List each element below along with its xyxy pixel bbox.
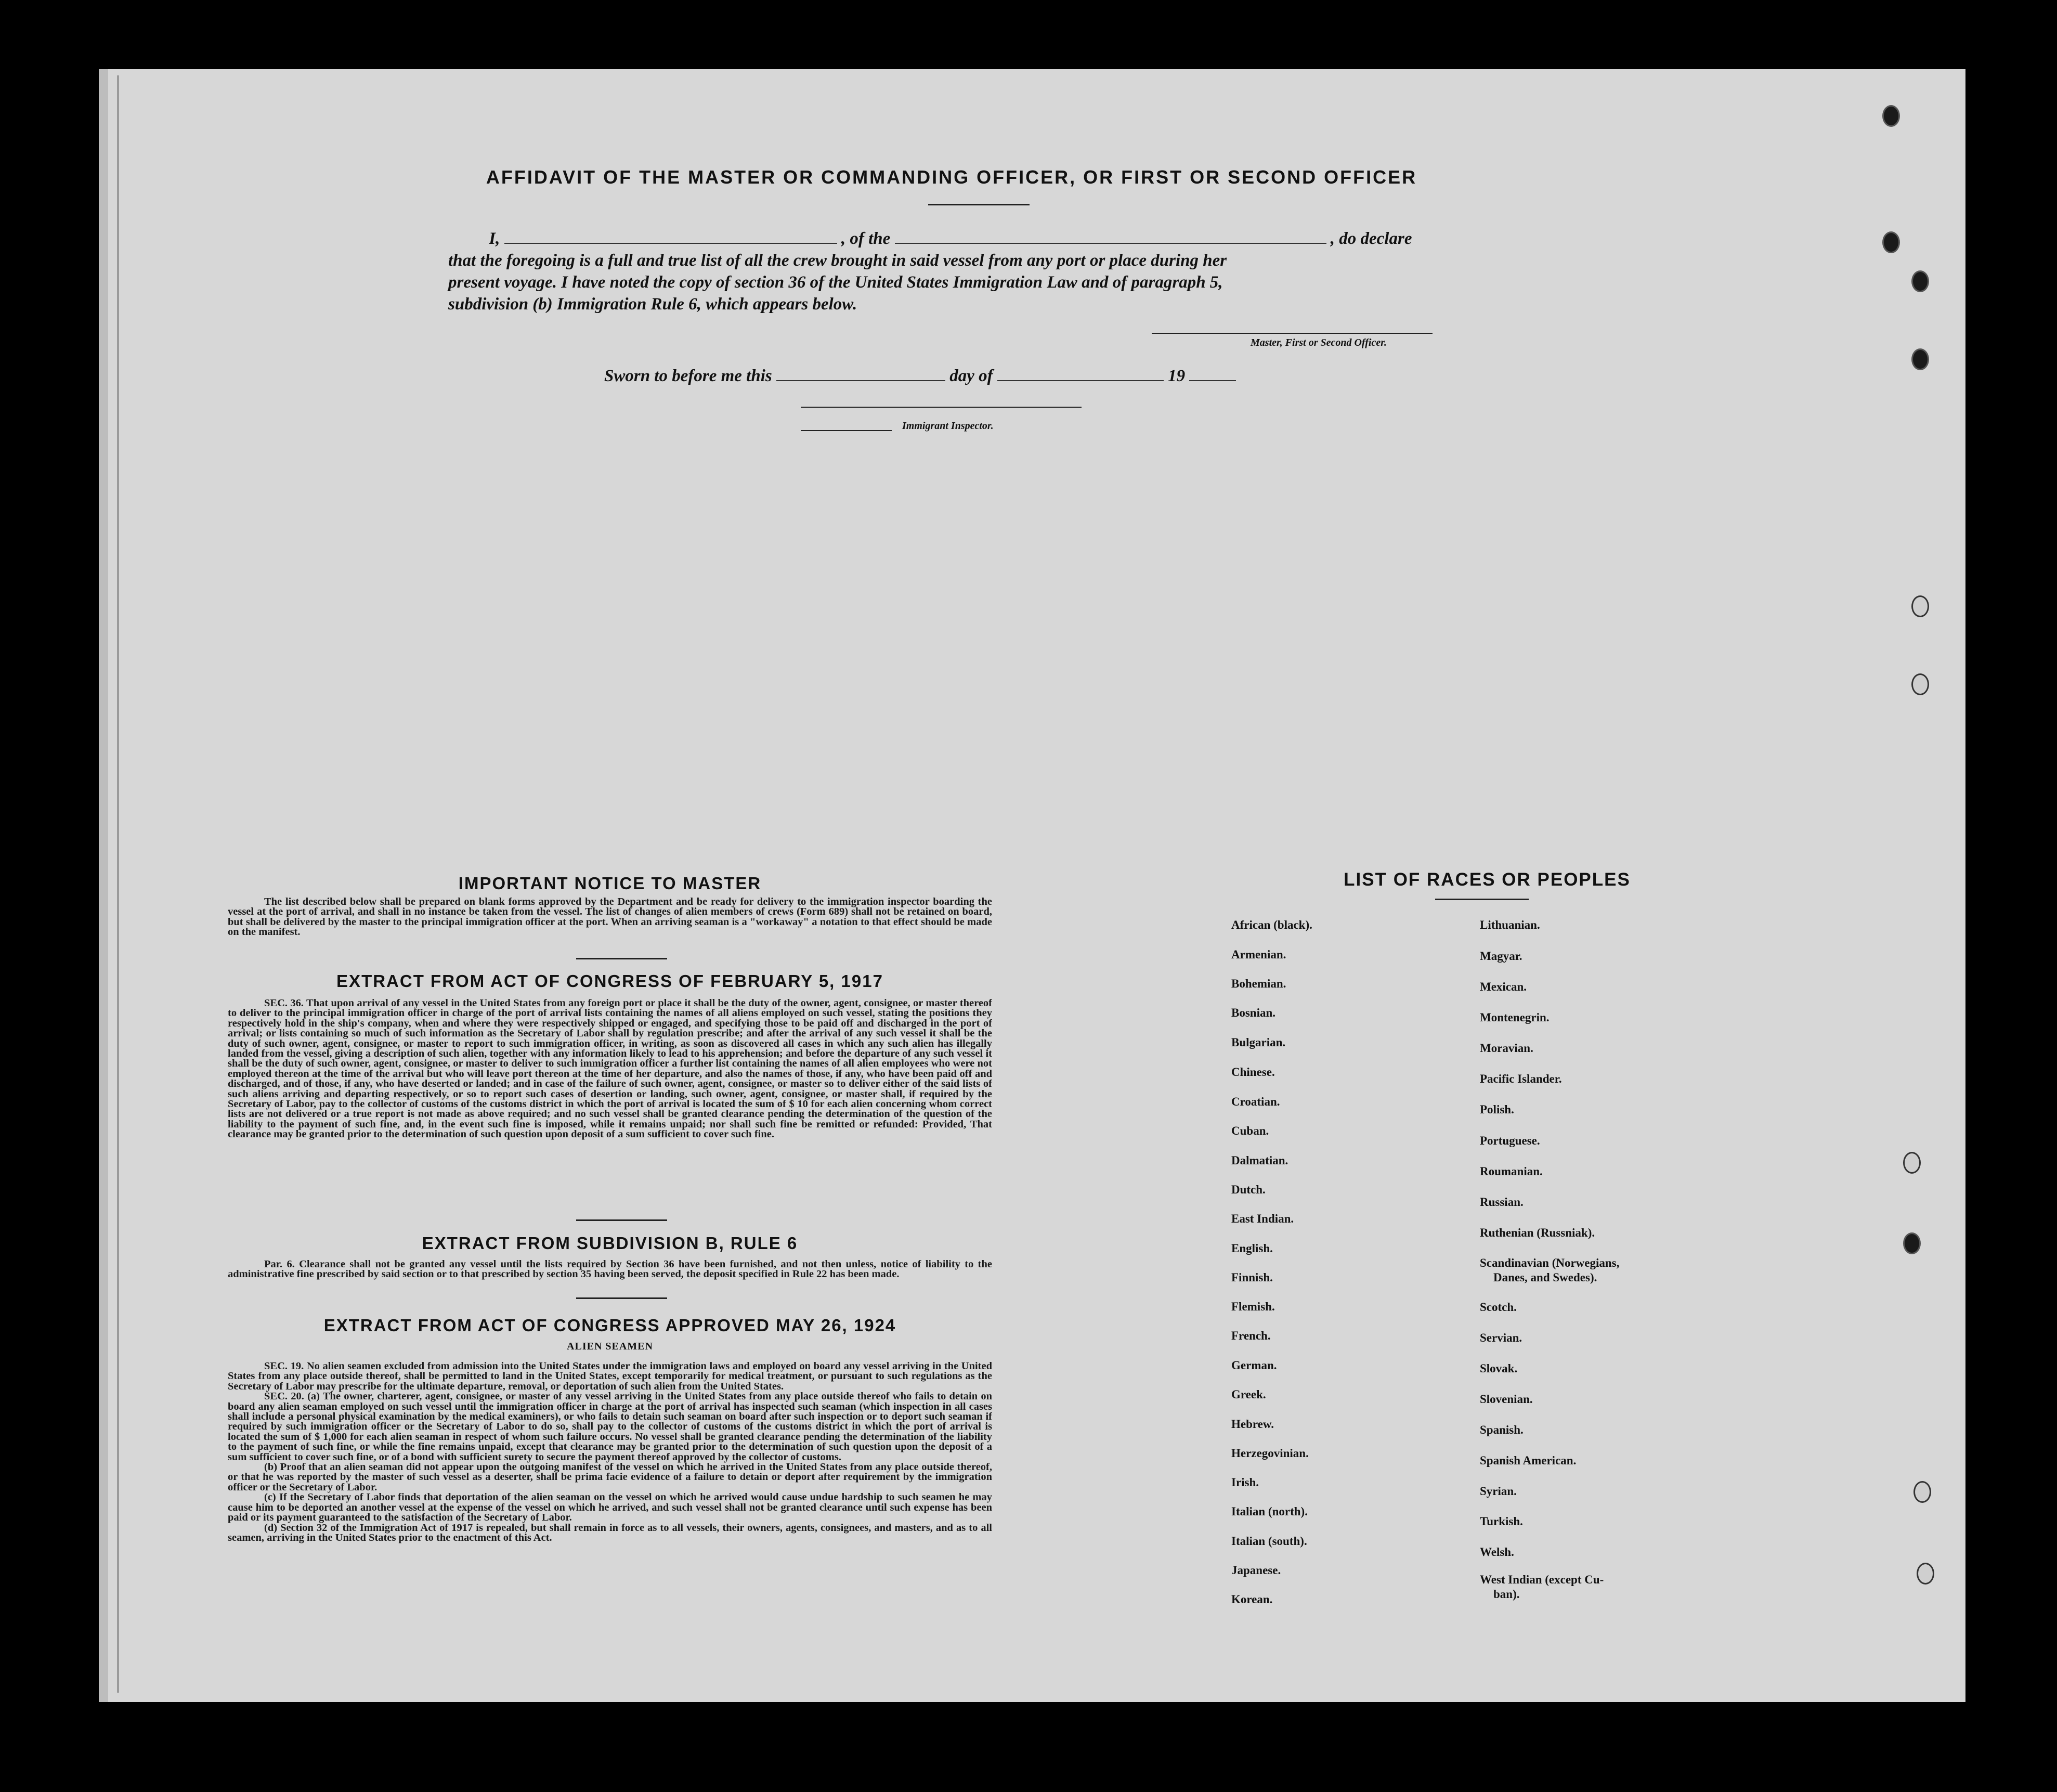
extract-1924-subtitle: ALIEN SEAMEN bbox=[567, 1341, 653, 1352]
extract-1924-p1: SEC. 19. No alien seamen excluded from admission into the United States under the immigration laws and employed on board any vessel arriving in the United States from any place outside thereof, shall be permitted to land in the United States, except temporarily for medical treatment, or pursuant to such regulations as the Secretary of Labor may prescribe for the ultimate departure, removal, or deportation of such alien from the United States. bbox=[228, 1361, 992, 1392]
page-edge bbox=[117, 75, 119, 1693]
binder-hole bbox=[1903, 1232, 1921, 1254]
race-item: Japanese. bbox=[1231, 1564, 1281, 1577]
notice-title: IMPORTANT NOTICE TO MASTER bbox=[458, 874, 762, 893]
race-item: Bulgarian. bbox=[1231, 1036, 1286, 1049]
race-item: Moravian. bbox=[1480, 1042, 1533, 1055]
title-rule bbox=[928, 204, 1030, 205]
race-item: Flemish. bbox=[1231, 1300, 1275, 1313]
extract-rule6-rule bbox=[576, 1297, 667, 1299]
race-item: Greek. bbox=[1231, 1388, 1266, 1401]
race-item: Ruthenian (Russniak). bbox=[1480, 1226, 1595, 1239]
race-item: Italian (south). bbox=[1231, 1535, 1307, 1548]
race-item: Hebrew. bbox=[1231, 1418, 1274, 1431]
race-item: Armenian. bbox=[1231, 948, 1286, 961]
race-item: Scotch. bbox=[1480, 1301, 1517, 1314]
race-item: West Indian (except Cu- bbox=[1480, 1573, 1604, 1586]
extract-rule6-paragraph: Par. 6. Clearance shall not be granted any vessel until the lists required by Section 36 have been furnished, and not then unless, notice of liability to the administrative fine prescribed by said section or to that prescribed by section 35 having been served, the deposit specified in Rule 22 has been made. bbox=[228, 1259, 992, 1280]
affidavit-i: I, bbox=[489, 229, 500, 248]
races-rule bbox=[1435, 899, 1529, 900]
affidavit-line1 bbox=[448, 228, 1439, 250]
extract-1924-p4: (c) If the Secretary of Labor finds that deportation of the alien seaman on the vessel on which he arrived would cause undue hardship to such seamen he may cause him to be deported an another vessel at the expense of the vessel on which he arrived, and such vessel shall not be granted clearance until such expense has been paid or its payment guaranteed to the satisfaction of the Secretary of Labor. bbox=[228, 1491, 992, 1524]
race-item: Syrian. bbox=[1480, 1485, 1517, 1498]
affidavit-title: AFFIDAVIT OF THE MASTER OR COMMANDING OFFICER, OR FIRST OR SECOND OFFICER bbox=[486, 166, 1417, 188]
binder-hole bbox=[1911, 270, 1929, 292]
race-item: Servian. bbox=[1480, 1331, 1522, 1344]
race-item: Finnish. bbox=[1231, 1271, 1273, 1284]
race-item: Spanish. bbox=[1480, 1423, 1524, 1436]
race-item: Dutch. bbox=[1231, 1183, 1266, 1196]
race-item: Russian. bbox=[1480, 1196, 1524, 1209]
notice-text bbox=[228, 897, 992, 954]
binder-hole bbox=[1882, 231, 1900, 253]
race-item: Spanish American. bbox=[1480, 1454, 1577, 1467]
race-item: Welsh. bbox=[1480, 1546, 1514, 1559]
race-item: Korean. bbox=[1231, 1593, 1273, 1606]
binder-hole bbox=[1911, 595, 1929, 617]
binder-hole bbox=[1911, 348, 1929, 370]
extract-1924-p2: SEC. 20. (a) The owner, charterer, agent, consignee, or master of any vessel arriving in the United States from any place outside thereof who fails to detain on board any alien seaman employed on such vessel until the immigration officer in charge at the port of arrival has inspected such seaman (which inspection in all cases shall include a personal physical examination by the medical examiners), or who fails to detain such seaman on board after such inspection or to deport such seaman if required by such immigration officer or the Secretary of Labor to do so, shall pay to the collector of customs of the customs district in which the port of arrival is located the sum of $ 1,000 for each alien seaman in respect of whom such failure occurs. No vessel shall be granted clearance pending the determination of the liability to the payment of such fine, or while the fine remains unpaid, except that clearance may be granted prior to the determination of such question upon the deposit of a sum sufficient to cover such fine, or of a bond with sufficient surety to secure the payment thereof approved by the collector of customs. bbox=[228, 1391, 992, 1463]
race-item: Montenegrin. bbox=[1480, 1011, 1550, 1024]
day-blank[interactable] bbox=[776, 367, 945, 381]
name-blank[interactable] bbox=[504, 229, 837, 244]
notice-paragraph: The list described below shall be prepared on blank forms approved by the Department and be ready for delivery to the immigration inspector boarding the vessel at the port of arrival, and shall in no instance be taken from the vessel. The list of changes of alien members of crews (Form 689) shall not be retained on board, but shall be delivered by the master to the principal immigration officer at the port. When an arriving seaman is a "workaway" a notation to that effect should be made on the manifest. bbox=[228, 897, 992, 938]
race-item: Lithuanian. bbox=[1480, 918, 1540, 931]
year-prefix: 19 bbox=[1168, 367, 1186, 385]
affidavit-line2: that the foregoing is a full and true list of all the crew brought in said vessel from any port or place during her bbox=[448, 251, 1227, 270]
inspector-caption-dash bbox=[801, 430, 892, 431]
extract-rule6-title: EXTRACT FROM SUBDIVISION B, RULE 6 bbox=[422, 1233, 798, 1253]
race-item: Roumanian. bbox=[1480, 1165, 1543, 1178]
race-item: Cuban. bbox=[1231, 1124, 1269, 1137]
affidavit-of-the: , of the bbox=[841, 229, 891, 248]
extract-1917-text bbox=[228, 998, 992, 1216]
race-item: East Indian. bbox=[1231, 1212, 1294, 1225]
extract-1924-text bbox=[228, 1361, 992, 1620]
race-item: Magyar. bbox=[1480, 950, 1522, 963]
race-item: African (black). bbox=[1231, 918, 1312, 931]
race-item: Polish. bbox=[1480, 1103, 1514, 1116]
vessel-blank[interactable] bbox=[895, 229, 1326, 244]
extract-1917-paragraph: SEC. 36. That upon arrival of any vessel in the United States from any foreign port or place it shall be the duty of the owner, agent, consignee, or master thereof to deliver to the principal immigration officer in charge of the port of arrival lists containing the names of all aliens employed on such vessel, stating the positions they respectively hold in the ship's company, when and where they were respectively shipped or engaged, and specifying those to be paid off and discharged in the port of arrival; or lists containing so much of such information as the Secretary of Labor shall by regulation prescribe; and after the arrival of any such vessel it shall be the duty of such owner, agent, consignee, or master to report to such immigration officer, in writing, as soon as discovered all cases in which any such alien has illegally landed from the vessel, giving a description of such alien, together with any information likely to lead to his apprehension; and before the departure of any such vessel it shall be the duty of such owner, agent, consignee, or master to deliver to such immigration officer a further list containing the names of all alien employees who were not employed thereon at the time of the arrival but who will leave port thereon at the time of her departure, and also the names of those, if any, who have been paid off and discharged, and of those, if any, who have deserted or landed; and in case of the failure of such owner, agent, consignee, or master so to deliver either of the said lists of such aliens arriving and departing respectively, or so to report such cases of desertion or landing, such owner, agent, consignee, or master shall, if required by the Secretary of Labor, pay to the collector of customs of the customs district in which the port of arrival is located the sum of $ 10 for each alien concerning whom correct lists are not delivered or a true report is not made as above required; and no such vessel shall be granted clearance pending the determination of the question of the liability to the payment of such fine, and, in the event such fine is imposed, while it remains unpaid; nor shall such fine be remitted or refunded: Provided, That clearance may be granted prior to the determination of such question upon deposit of a sum sufficient to cover such fine. bbox=[228, 998, 992, 1140]
race-item: Herzegovinian. bbox=[1231, 1447, 1309, 1460]
race-item: German. bbox=[1231, 1359, 1277, 1372]
race-item: French. bbox=[1231, 1329, 1271, 1342]
inspector-signature-line[interactable] bbox=[801, 407, 1082, 408]
extract-1924-p5: (d) Section 32 of the Immigration Act of 1917 is repealed, but shall remain in force as to all vessels, their owners, agents, consignees, and masters, and as to all seamen, arriving in the United States prior to the enactment of this Act. bbox=[228, 1522, 992, 1543]
race-item: Dalmatian. bbox=[1231, 1154, 1288, 1167]
race-item: Chinese. bbox=[1231, 1066, 1275, 1079]
notice-rule bbox=[576, 958, 667, 959]
day-of-text: day of bbox=[949, 367, 993, 385]
extract-1924-title: EXTRACT FROM ACT OF CONGRESS APPROVED MAY 26, 1924 bbox=[323, 1316, 896, 1335]
affidavit-line4: subdivision (b) Immigration Rule 6, which appears below. bbox=[448, 295, 857, 314]
binder-hole bbox=[1911, 673, 1929, 695]
affidavit-text bbox=[448, 228, 1439, 315]
year-blank[interactable] bbox=[1189, 367, 1236, 381]
extract-1917-rule bbox=[576, 1219, 667, 1221]
races-title: LIST OF RACES OR PEOPLES bbox=[1344, 869, 1631, 890]
master-signature-caption: Master, First or Second Officer. bbox=[1251, 337, 1387, 348]
race-item: Portuguese. bbox=[1480, 1134, 1540, 1147]
race-item: Danes, and Swedes). bbox=[1493, 1271, 1597, 1284]
extract-1924-p3: (b) Proof that an alien seaman did not appear upon the outgoing manifest of the vessel on which he arrived in the United States from any place outside thereof, or that he was reported by the master of such vessel as a deserter, shall be prima facie evidence of a failure to detain or deport after requirement by the immigration officer or the Secretary of Labor. bbox=[228, 1461, 992, 1493]
inspector-caption: Immigrant Inspector. bbox=[902, 420, 994, 432]
race-item: Irish. bbox=[1231, 1476, 1259, 1489]
race-item: ban). bbox=[1493, 1588, 1520, 1601]
race-item: Bosnian. bbox=[1231, 1006, 1276, 1019]
race-item: Slovenian. bbox=[1480, 1393, 1533, 1406]
race-item: Bohemian. bbox=[1231, 977, 1286, 990]
extract-1917-title: EXTRACT FROM ACT OF CONGRESS OF FEBRUARY 5, 1917 bbox=[336, 971, 883, 991]
month-blank[interactable] bbox=[997, 367, 1164, 381]
affidavit-line3: present voyage. I have noted the copy of section 36 of the United States Immigration Law and of paragraph 5, bbox=[448, 273, 1223, 292]
race-item: Slovak. bbox=[1480, 1362, 1518, 1375]
race-item: Italian (north). bbox=[1231, 1505, 1308, 1518]
race-item: Croatian. bbox=[1231, 1095, 1280, 1108]
sworn-text: Sworn to before me this bbox=[604, 367, 772, 385]
binder-hole bbox=[1882, 105, 1900, 127]
race-item: Mexican. bbox=[1480, 980, 1527, 993]
race-item: Turkish. bbox=[1480, 1515, 1523, 1528]
binder-hole bbox=[1917, 1563, 1934, 1585]
race-item: English. bbox=[1231, 1242, 1273, 1255]
race-item: Pacific Islander. bbox=[1480, 1072, 1562, 1085]
binder-hole bbox=[1903, 1152, 1921, 1174]
race-item: Scandinavian (Norwegians, bbox=[1480, 1256, 1620, 1269]
extract-rule6-text bbox=[228, 1259, 992, 1291]
binder-hole bbox=[1913, 1481, 1931, 1503]
affidavit-declare: , do declare bbox=[1330, 229, 1412, 248]
master-signature-line[interactable] bbox=[1152, 333, 1433, 334]
sworn-line bbox=[604, 367, 1236, 386]
